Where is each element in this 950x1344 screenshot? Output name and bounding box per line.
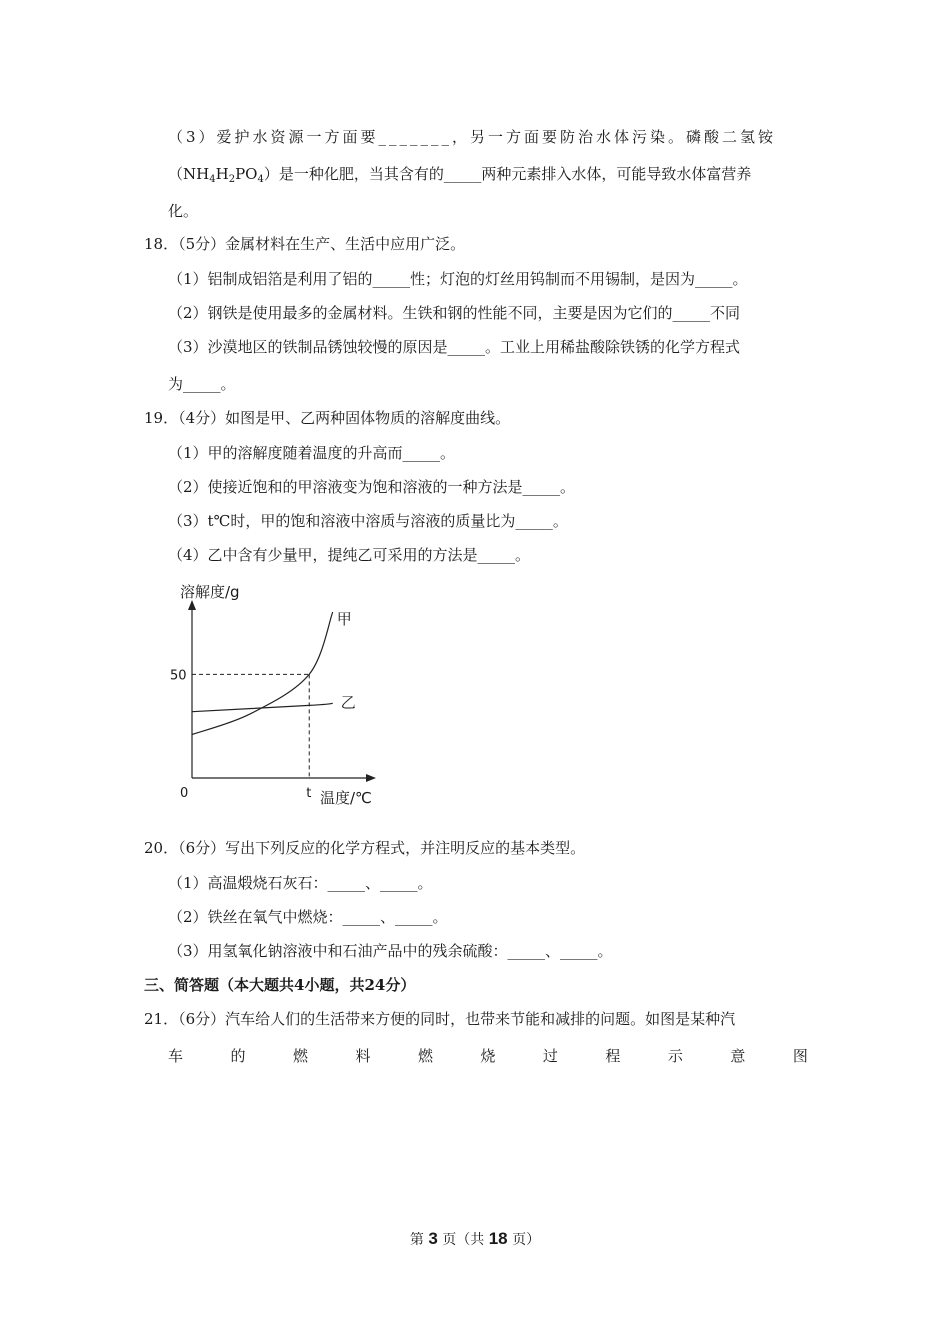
q21-char: 燃 (417, 1047, 433, 1065)
q17-3-line2: $(NH_4H_2PO_4)$是一种化肥，当其含有的_____两种元素排入水体，可能导致水体富营养 (168, 165, 752, 185)
q21-char: 过 (542, 1047, 558, 1065)
q19-part2: （2）使接近饱和的甲溶液变为饱和溶液的一种方法是_____。 (168, 478, 576, 496)
q21-stem-cont (168, 1046, 808, 1066)
q20-part1: （1）高温煅烧石灰石：_____、_____。 (168, 874, 433, 892)
q21-char: 烧 (480, 1047, 496, 1065)
solubility-chart (170, 575, 385, 810)
q20-part3: （3）用氢氧化钠溶液中和石油产品中的残余硫酸：_____、_____。 (168, 942, 613, 960)
q18-part2: （2）钢铁是使用最多的金属材料。生铁和钢的性能不同，主要是因为它们的_____不同 (168, 304, 741, 322)
q21-stem: 21．（6分）汽车给人们的生活带来方便的同时，也带来节能和减排的问题。如图是某种汽 (144, 1010, 736, 1028)
q18-part3-cont: 为_____。 (168, 375, 236, 393)
q21-char: 燃 (292, 1047, 308, 1065)
q19-part3: （3）t℃时，甲的饱和溶液中溶质与溶液的质量比为_____。 (168, 512, 568, 530)
y-axis-arrow (188, 600, 196, 610)
x-axis-label: 温度/℃ (320, 789, 372, 807)
q21-char: 图 (792, 1047, 808, 1065)
series-line-jia (192, 612, 333, 734)
y-axis-label: 溶解度/g (180, 583, 240, 601)
q21-char: 示 (667, 1047, 683, 1065)
q17-3-line3: 化。 (168, 202, 199, 220)
q19-part1: （1）甲的溶解度随着温度的升高而_____。 (168, 444, 456, 462)
series-label-yi: 乙 (340, 693, 356, 712)
q21-char: 意 (730, 1047, 746, 1065)
q20-stem: 20．（6分）写出下列反应的化学方程式，并注明反应的基本类型。 (144, 839, 586, 857)
q21-char: 的 (230, 1047, 246, 1065)
page-number: 3 (428, 1229, 438, 1248)
q17-3-line1: （3）爱护水资源一方面要_______，另一方面要防治水体污染。磷酸二氢铵 (168, 128, 777, 146)
q20-part2: （2）铁丝在氧气中燃烧：_____、_____。 (168, 908, 448, 926)
section-3-title: 三、简答题（本大题共4小题，共24分） (144, 976, 416, 994)
q19-part4: （4）乙中含有少量甲，提纯乙可采用的方法是_____。 (168, 546, 531, 564)
q19-stem: 19．（4分）如图是甲、乙两种固体物质的溶解度曲线。 (144, 409, 511, 427)
q21-char: 料 (355, 1047, 371, 1065)
origin-label: 0 (180, 786, 189, 801)
q18-part1: （1）铝制成铝箔是利用了铝的_____性；灯泡的灯丝用钨制而不用锡制，是因为_____。 (168, 270, 748, 288)
total-pages: 18 (488, 1229, 508, 1248)
x-tick-label-t: t (306, 786, 312, 801)
series-line-yi (192, 703, 333, 711)
series-label-jia: 甲 (336, 610, 352, 629)
q21-char: 程 (605, 1047, 621, 1065)
q21-char: 车 (168, 1047, 184, 1065)
y-tick-label-50: 50 (170, 668, 187, 684)
x-axis-arrow (366, 774, 376, 782)
q18-part3: （3）沙漠地区的铁制品锈蚀较慢的原因是_____。工业上用稀盐酸除铁锈的化学方程式 (168, 338, 741, 356)
page-footer: 第 3 页（共 18 页） (409, 1229, 541, 1248)
q18-stem: 18．（5分）金属材料在生产、生活中应用广泛。 (144, 235, 466, 253)
